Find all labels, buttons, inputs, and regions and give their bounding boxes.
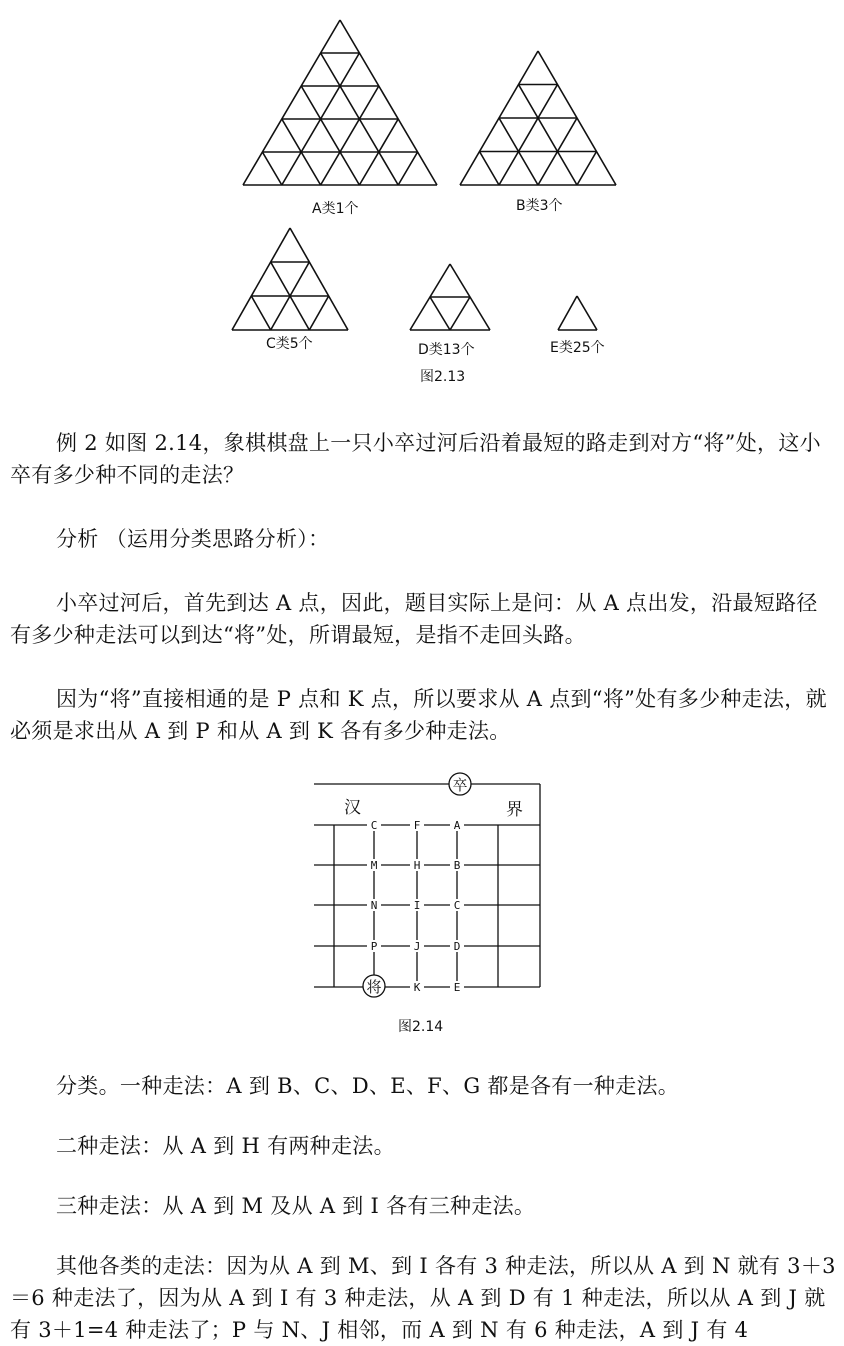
- point-a: A: [453, 819, 461, 832]
- point-k: K: [413, 981, 421, 994]
- point-h: H: [413, 859, 421, 872]
- paragraph-1: 小卒过河后，首先到达 A 点，因此，题目实际上是问：从 A 点出发，沿最短路径有多少种走法可以到达“将”处，所谓最短，是指不走回头路。: [10, 591, 818, 647]
- point-m: M: [370, 859, 378, 872]
- chessboard-figure: [0, 770, 844, 1030]
- river-label-right: 界: [506, 800, 523, 820]
- paragraph-2: 因为“将”直接相通的是 P 点和 K 点，所以要求从 A 点到“将”处有多少种走法，就必须是求出从 A 到 P 和从 A 到 K 各有多少种走法。: [10, 687, 827, 743]
- label-type-d: D类13个: [418, 342, 475, 358]
- label-type-c: C类5个: [266, 336, 313, 352]
- paragraph-example: 例 2 如图 2.14，象棋棋盘上一只小卒过河后沿着最短的路走到对方“将”处，这小卒有多少种不同的走法？: [10, 431, 821, 487]
- label-type-e: E类25个: [550, 340, 605, 356]
- point-j: J: [413, 940, 421, 953]
- paragraph-5: 三种走法：从 A 到 M 及从 A 到 I 各有三种走法。: [56, 1194, 536, 1218]
- point-c: C: [453, 899, 461, 912]
- triangle-grids: [232, 20, 616, 330]
- paragraph-3: 分类。一种走法：A 到 B、C、D、E、F、G 都是各有一种走法。: [56, 1074, 680, 1098]
- river-label-left: 汉: [344, 798, 361, 818]
- point-c-top: C: [370, 819, 378, 832]
- point-b: B: [453, 859, 461, 872]
- figure-caption-2-13: 图2.13: [420, 369, 466, 385]
- text-block-2: [10, 1070, 838, 1346]
- point-e: E: [453, 981, 461, 994]
- figure-caption-2-14: 图2.14: [398, 1019, 444, 1035]
- paragraph-analysis: 分析 （运用分类思路分析）：: [56, 527, 330, 551]
- label-type-b: B类3个: [516, 198, 563, 214]
- paragraph-6: 其他各类的走法：因为从 A 到 M、到 I 各有 3 种走法，所以从 A 到 N 就有 3＋3＝6 种走法了，因为从 A 到 I 有 3 种走法，从 A 到 D 有 1 种走法，所以从 A 到 J 就有 3＋1=4 种走法了；P 与 N、J 相邻，而 A 到 N 有 6 种走法，A 到 J 有 4: [10, 1254, 836, 1342]
- paragraph-4: 二种走法：从 A 到 H 有两种走法。: [56, 1134, 395, 1158]
- soldier-piece: 卒: [452, 776, 468, 794]
- point-p: P: [370, 940, 378, 953]
- general-piece: 将: [366, 978, 382, 996]
- point-f: F: [413, 819, 421, 832]
- label-type-a: A类1个: [312, 201, 359, 217]
- point-n: N: [370, 899, 378, 912]
- point-i: I: [413, 899, 421, 912]
- text-block-1: [10, 427, 838, 747]
- point-d: D: [453, 940, 461, 953]
